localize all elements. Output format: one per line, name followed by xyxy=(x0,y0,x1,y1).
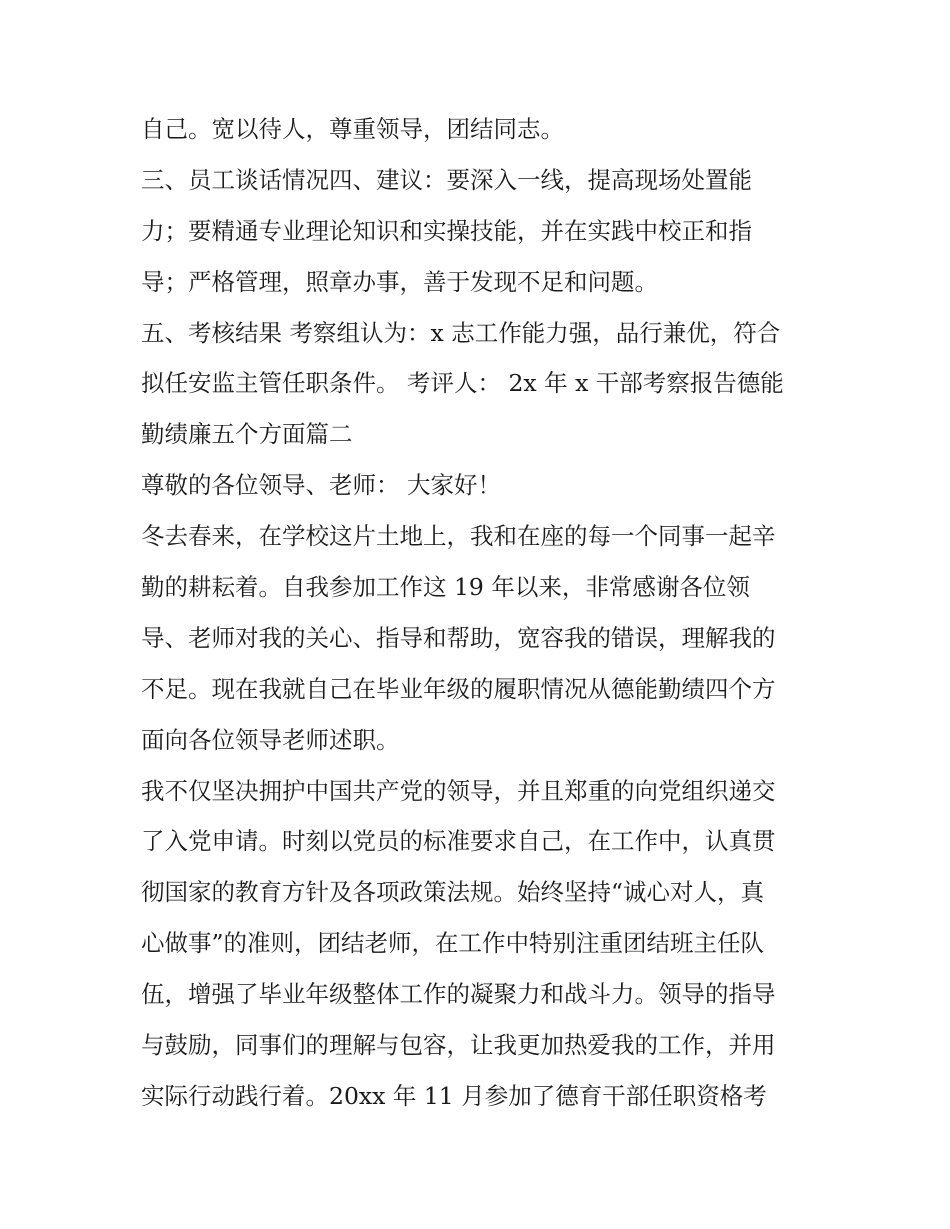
text-line: 实际行动践行着。20xx 年 11 月参加了德育干部任职资格考 xyxy=(141,1081,767,1110)
text-line: 了入党申请。时刻以党员的标准要求自己，在工作中，认真贯 xyxy=(141,827,776,856)
document-body xyxy=(141,104,813,1122)
text-line: 导、老师对我的关心、指导和帮助，宽容我的错误，理解我的 xyxy=(141,623,776,652)
text-line: 面向各位领导老师述职。 xyxy=(141,725,400,754)
text-line: 导；严格管理，照章办事，善于发现不足和问题。 xyxy=(141,267,658,296)
text-line: 力；要精通专业理论知识和实操技能，并在实践中校正和指 xyxy=(141,216,752,245)
text-line: 五、考核结果 考察组认为：x 志工作能力强，品行兼优，符合 xyxy=(141,318,781,347)
text-line: 我不仅坚决拥护中国共产党的领导，并且郑重的向党组织递交 xyxy=(141,776,776,805)
text-line: 彻国家的教育方针及各项政策法规。始终坚持“诚心对人，真 xyxy=(141,878,765,907)
text-line: 三、员工谈话情况四、建议：要深入一线，提高现场处置能 xyxy=(141,165,752,194)
text-line: 自己。宽以待人，尊重领导，团结同志。 xyxy=(141,115,564,143)
greeting-line: 尊敬的各位领导、老师： 大家好！ xyxy=(141,471,501,500)
text-line: 拟任安监主管任职条件。 考评人： 2x 年 x 干部考察报告德能 xyxy=(141,369,784,398)
section-heading: 勤绩廉五个方面篇二 xyxy=(141,420,353,449)
text-line: 伍，增强了毕业年级整体工作的凝聚力和战斗力。领导的指导 xyxy=(141,980,776,1009)
text-line: 冬去春来，在学校这片土地上，我和在座的每一个同事一起辛 xyxy=(141,522,776,551)
text-line: 不足。现在我就自己在毕业年级的履职情况从德能勤绩四个方 xyxy=(141,674,776,703)
text-line: 心做事”的准则，团结老师，在工作中特别注重团结班主任队 xyxy=(141,929,765,958)
text-line: 与鼓励，同事们的理解与包容，让我更加热爱我的工作，并用 xyxy=(141,1031,776,1060)
text-line: 勤的耕耘着。自我参加工作这 19 年以来，非常感谢各位领 xyxy=(141,573,750,602)
